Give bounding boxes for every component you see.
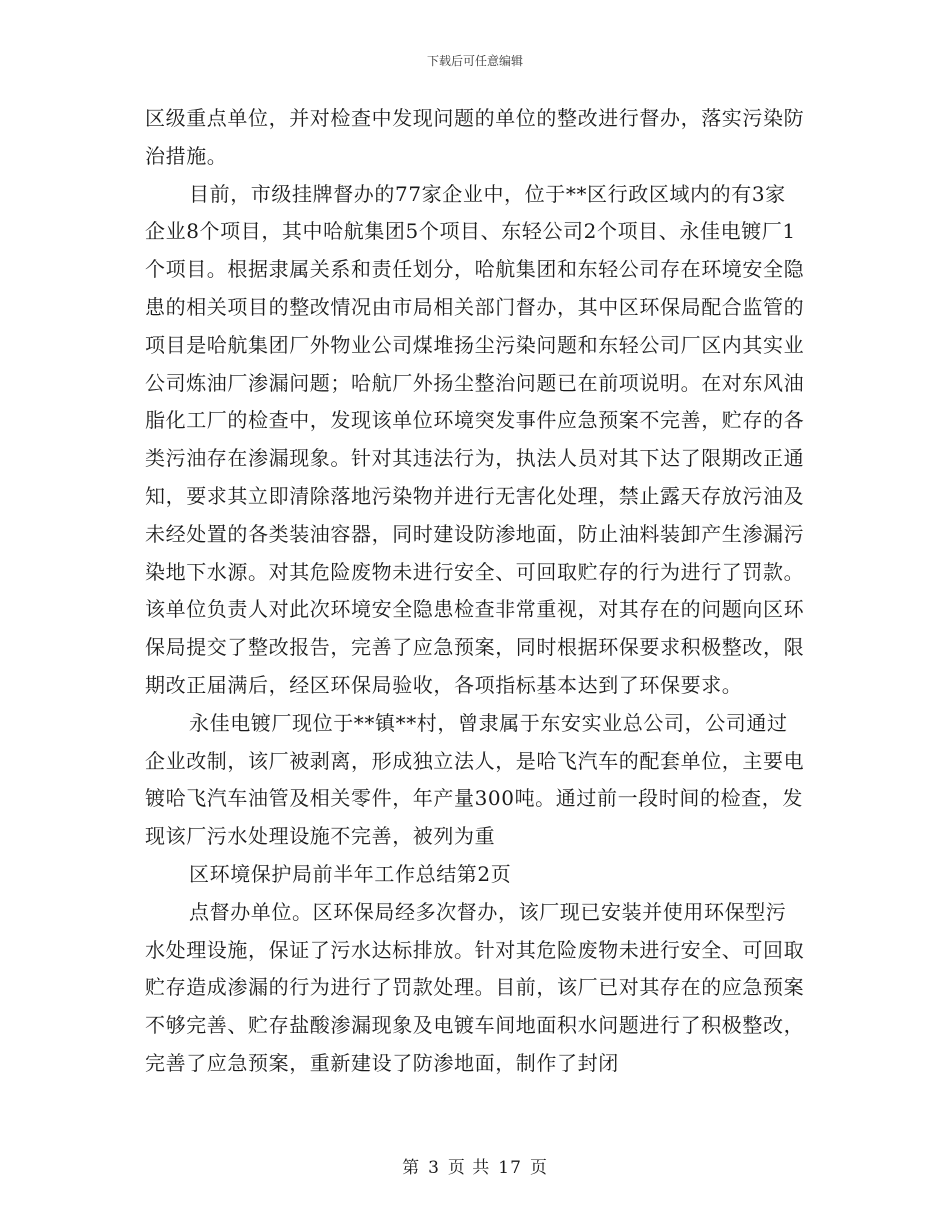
- page-header-note: 下载后可任意编辑: [426, 54, 523, 68]
- page-break-title: 区环境保护局前半年工作总结第2页: [189, 861, 512, 886]
- footer-middle: 页 共: [447, 1158, 491, 1178]
- footer-total-pages: 17: [498, 1158, 522, 1178]
- document-body: [145, 100, 805, 1083]
- footer-prefix: 第: [402, 1158, 421, 1178]
- paragraph-3: 永佳电镀厂现位于**镇**村，曾隶属于东安实业总公司，公司通过企业改制，该厂被剥离，形成独立法人，是哈飞汽车的配套单位，主要电镀哈飞汽车油管及相关零件，年产量300吨。通过前一段时间的检查，发现该厂污水处理设施不完善，被列为重: [145, 710, 805, 849]
- footer-suffix: 页: [529, 1158, 548, 1178]
- page-footer: [0, 1153, 950, 1178]
- paragraph-4: 点督办单位。区环保局经多次督办，该厂现已安装并使用环保型污水处理设施，保证了污水达标排放。针对其危险废物未进行安全、可回取贮存造成渗漏的行为进行了罚款处理。目前，该厂已对其存在的应急预案不够完善、贮存盐酸渗漏现象及电镀车间地面积水问题进行了积极整改，完善了应急预案，重新建设了防渗地面，制作了封闭: [145, 899, 805, 1075]
- footer-page-number: 3: [428, 1158, 440, 1178]
- paragraph-2: 目前，市级挂牌督办的77家企业中，位于**区行政区域内的有3家企业8个项目，其中哈航集团5个项目、东轻公司2个项目、永佳电镀厂1个项目。根据隶属关系和责任划分，哈航集团和东轻公司存在环境安全隐患的相关项目的整改情况由市局相关部门督办，其中区环保局配合监管的项目是哈航集团厂外物业公司煤堆扬尘污染问题和东轻公司厂区内其实业公司炼油厂渗漏问题；哈航厂外扬尘整治问题已在前项说明。在对东风油脂化工厂的检查中，发现该单位环境突发事件应急预案不完善，贮存的各类污油存在渗漏现象。针对其违法行为，执法人员对其下达了限期改正通知，要求其立即清除落地污染物并进行无害化处理，禁止露天存放污油及未经处置的各类装油容器，同时建设防渗地面，防止油料装卸产生渗漏污染地下水源。对其危险废物未进行安全、可回取贮存的行为进行了罚款。该单位负责人对此次环境安全隐患检查非常重视，对其存在的问题向区环保局提交了整改报告，完善了应急预案，同时根据环保要求积极整改，限期改正届满后，经区环保局验收，各项指标基本达到了环保要求。: [145, 181, 805, 697]
- paragraph-1: 区级重点单位，并对检查中发现问题的单位的整改进行督办，落实污染防治措施。: [145, 106, 805, 168]
